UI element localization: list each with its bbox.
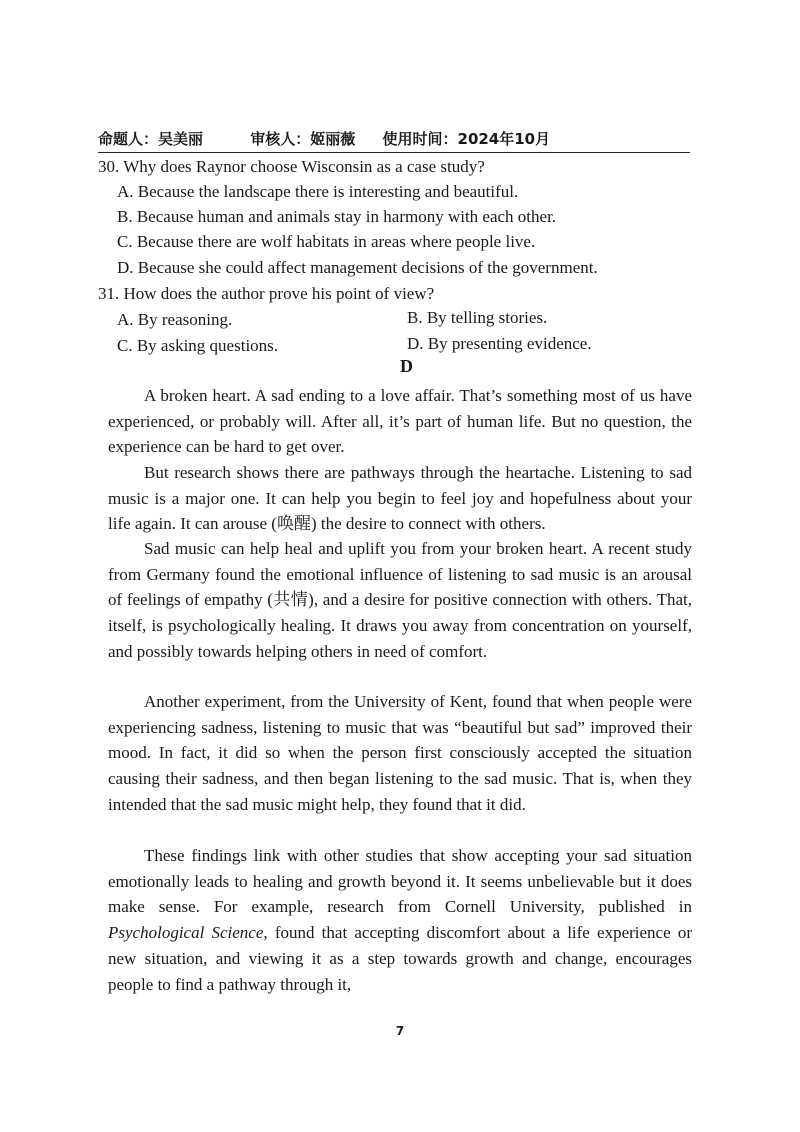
header-reviewer: 审核人：姬丽薇 (250, 130, 356, 148)
passage-paragraph: Another experiment, from the University of Kent, found that when people were experiencing sadness, listening to music that was “beautiful but sad” improved their mood. In fact, it did so when the person first consciously accepted the situation causing their sadness, and then began listening to the sad music. That is, when they intended that the sad music might help, they found that it did. (108, 692, 692, 814)
passage-paragraph: A broken heart. A sad ending to a love affair. That’s something most of us have experienced, or probably will. After all, it’s part of human life. But no question, the experience can be hard to get over. (108, 386, 692, 457)
passage-text: , found that accepting discomfort about a life experience or new situation, and viewing it as a step towards growth and change, encourages people to find a pathway through it, (108, 923, 692, 994)
passage-text: These findings link with other studies that show accepting your sad situation emotionally leads to healing and growth beyond it. It seems unbelievable but it does make sense. For example, research from Cornell University, published in (108, 846, 692, 917)
question-30-option-d: D. Because she could affect management decisions of the government. (117, 258, 598, 277)
question-31-option-c: C. By asking questions. (117, 336, 279, 355)
header-date: 使用时间：2024年10月 (382, 130, 551, 148)
header-author: 命题人：吴美丽 (98, 130, 204, 148)
passage-paragraph: Sad music can help heal and uplift you from your broken heart. A recent study from Germany found the emotional influence of listening to sad music is an arousal of feelings of empathy (共情), and a desire for positive connection with others. That, itself, is psychologically healing. It draws you away from concentration on yourself, and possibly towards helping others in need of comfort. (108, 539, 692, 661)
page-number: 7 (395, 1024, 405, 1038)
passage-paragraph (108, 843, 692, 997)
page-header (98, 128, 690, 153)
question-31-stem: 31. How does the author prove his point of view? (98, 284, 435, 303)
question-31-option-a: A. By reasoning. (117, 310, 233, 329)
section-label: D (400, 356, 413, 376)
question-30-stem: 30. Why does Raynor choose Wisconsin as a case study? (98, 157, 485, 176)
passage-paragraph: But research shows there are pathways through the heartache. Listening to sad music is a major one. It can help you begin to feel joy and hopefulness about your life again. It can arouse (唤醒) the desire to connect with others. (108, 463, 692, 534)
journal-title: Psychological Science (108, 923, 264, 943)
question-30-option-c: C. Because there are wolf habitats in areas where people live. (117, 232, 536, 251)
question-31-option-b: B. By telling stories. (407, 308, 548, 327)
question-31-option-d: D. By presenting evidence. (407, 334, 592, 353)
question-30-option-b: B. Because human and animals stay in harmony with each other. (117, 207, 557, 226)
question-30-option-a: A. Because the landscape there is interesting and beautiful. (117, 182, 519, 201)
